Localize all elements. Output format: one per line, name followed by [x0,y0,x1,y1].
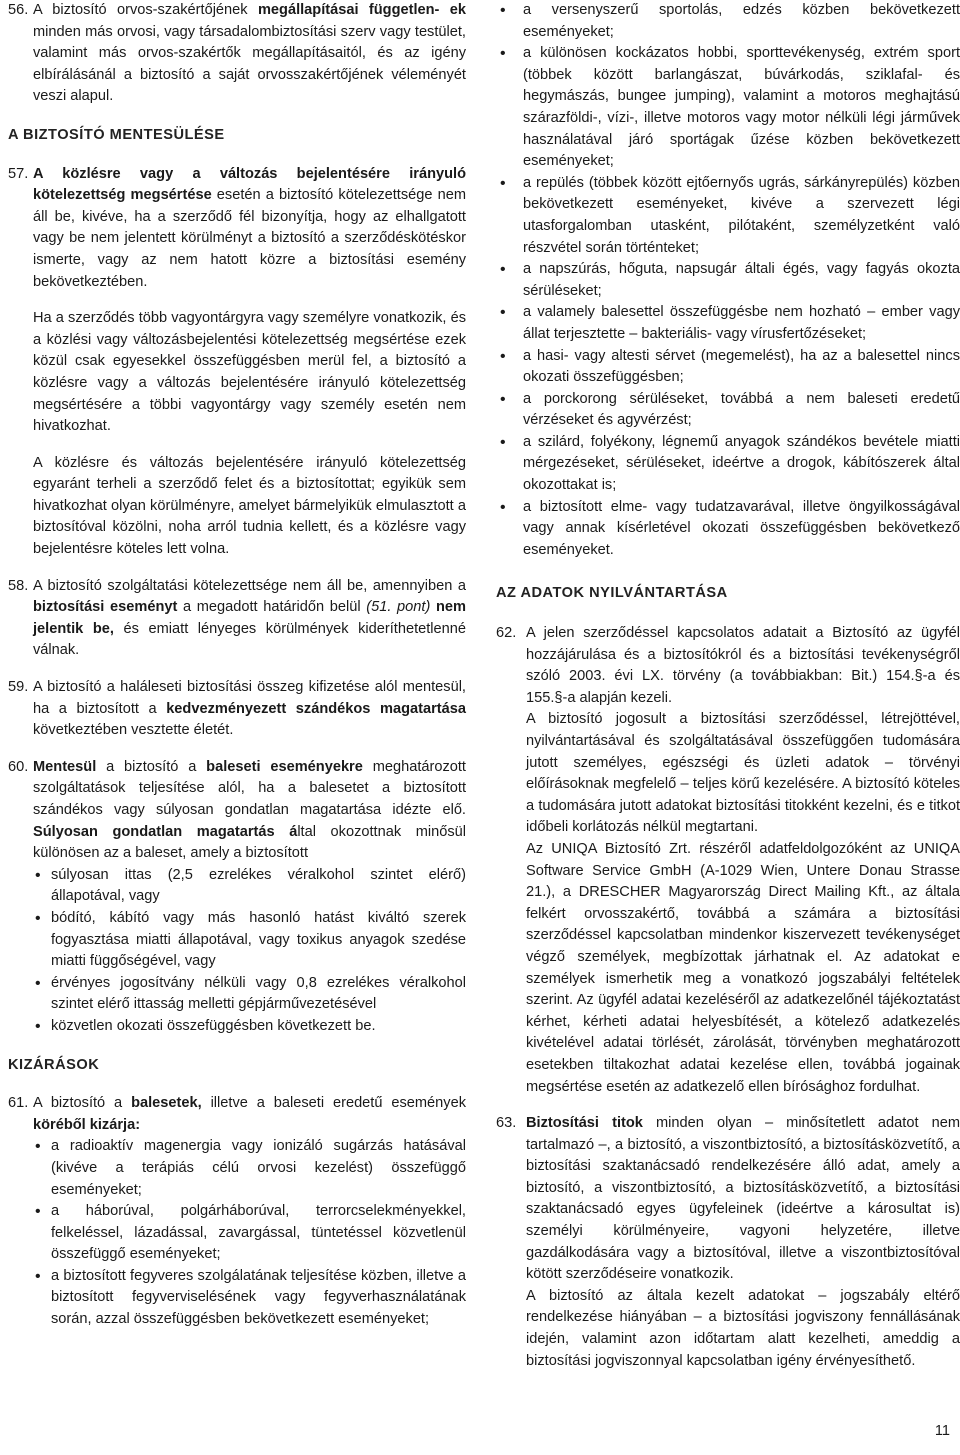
clause-paragraph: Az UNIQA Biztosító Zrt. részéről adatfeldolgozóként az UNIQA Software Service GmbH (A-1029 Wien, Untere Donau Strasse 21.), a DRESCHER Magyarország Direct Mailing Kft., az általa felkért orvosszakértő, továbbá a számára a biztosítási szerződéssel kapcsolatban mindenkor kiszervezett tevékenységet végző személyek, megbízottak járhatnak el. Az adatokat e személyek ismerhetik meg a vonatkozó jogszabályi feltételek szerint. Az ügyfél adatai kezeléséről az adatkezelőnél tájékoztatást kérhet, kérheti adatai helyesbítését, a kötelező adatkezelés kivételével adatai törlését, zárolását, törvényben meghatározott esetekben tiltakozhat adatai kezelése ellen, továbbá jogainak megsértése esetén az adatkezelő ellen bírósághoz fordulhat. [526,840,960,1095]
list-item: • a háborúval, polgárháborúval, terrorcselekményekkel, felkeléssel, lázadással, zavargással, tüntetéssel közvetlenül összefüggő eseményeket; [33,1201,466,1266]
clause-emphasis: Súlyosan gondatlan magatartás á [33,823,298,840]
list-item: • a versenyszerű sportolás, edzés közben bekövetkezett eseményeket; [496,0,960,43]
clause-56 [8,0,466,108]
list-item: • a repülés (többek között ejtőernyős ugrás, sárkányrepülés) közben bekövetkezett eseményeket, kivéve a szervezett légi utasforgalomban utasként, pilótaként, személyzetként való részvétel során történteket; [496,173,960,259]
right-column [496,0,960,1372]
clause-paragraph: A biztosító jogosult a biztosítási szerződéssel, létrejöttével, nyilvántartásával és szolgáltatásával összefüggően tudomására jutott személyes, egészségi és üzleti adatok – törvényi előírásoknak megfelelő – teljes körű kezelésére. A biztosító köteles a tudomására jutott adatokat biztosítási titokként kezelni, és e titkot időbeli korlátozás nélkül megtartani. [526,711,960,836]
clause-emphasis: A közlésre vagy a változás bejelentésére irányuló kötelezettség megsértése [33,165,466,204]
clause-62 [496,623,960,1098]
clause-text: minden más orvosi, vagy társadalombiztosítási szerv vagy testület, valamint más orvos-szakértők megállapításaitól, és az igény elbírálásánál a biztosító a saját orvosszakértőjének véleményét veszi alapul. [33,23,466,105]
clause-number: 62. [496,625,517,642]
clause-reference: (51. pont) [366,599,431,616]
clause-text: minden olyan – minősítetlett adatot nem tartalmazó –, a biztosító, a viszontbiztosító, a biztosításközvetítő, a biztosítási szaktanácsadó rendelkezésére álló adat, amely a biztosító, a viszontbiztosító, a biztosításközvetítő, a biztosítási szaktanácsadó egyes ügyfeleinek (ideértve a károsultat is) személyi körülményeire, vagyoni helyzetére, illetve gazdálkodására vagy a biztosítóval, illetve a viszontbiztosítóval kötött szerződéseire vonatkozik. [526,1115,960,1283]
clause-text: A biztosító a [33,1095,132,1112]
clause-text: illetve a baleseti eredetű események [201,1095,466,1112]
list-item: • a szilárd, folyékony, légnemű anyagok szándékos bevétele miatti mérgezéseket, sérüléseket, ideértve a drogok, kábítószerek által okozottakat is; [496,432,960,497]
clause-number: 57. [8,165,29,182]
left-column [8,0,466,1331]
clause-text: a megadott határidőn belül [177,599,367,616]
clause-text: ltal okozottnak minősül különösen az a baleset, amely a biztosított [33,823,466,862]
clause-emphasis: nem jelentik be, [33,599,466,637]
clause-text: a biztosító a [96,758,207,775]
clause-text: esetén a biztosító kötelezettsége nem áll be, kivéve, ha a szerződő fél bizonyítja, hogy az elhallgatott vagy be nem jelentett körülményt a biztosító a szerződéskötéskor ismerte, vagy az nem hatott közre a biztosítási esemény bekövetkeztében. [33,187,467,290]
clause-paragraph: A jelen szerződéssel kapcsolatos adatait a Biztosító az ügyfél hozzájárulása és a biztosítókról és a biztosítási tevékenységről szóló 2003. évi LX. törvény (a továbbiakban: Bit.) 154.§-a és 155.§-a alapján kezeli. [526,625,960,706]
list-item: • súlyosan ittas (2,5 ezrelékes véralkohol szintet elérő) állapotával, vagy [33,865,466,908]
clause-emphasis: biztosítási eseményt [33,599,178,616]
page-number: 11 [934,1423,950,1440]
list-item: • a hasi- vagy altesti sérvet (megemelést), ha az a balesettel nincs okozati összefüggésben; [496,346,960,389]
list-item: • bódító, kábító vagy más hasonló hatást kiváltó szerek fogyasztása miatti állapotával, vagy toxikus anyagok szedése miatti függőségével, vagy [33,908,466,973]
clause-text: A biztosító a haláleseti biztosítási összeg kifizetése alól mentesül, ha a biztosított a [33,679,466,717]
list-item: • a napszúrás, hőguta, napsugár általi égés, vagy fagyás okozta sérüléseket; [496,259,960,302]
list-item: • közvetlen okozati összefüggésben következett be. [33,1016,466,1038]
clause-emphasis: baleseti eseményekre [206,758,363,775]
clause-63 [496,1113,960,1372]
bullet-list [33,1136,466,1330]
clause-text: A biztosító szolgáltatási kötelezettsége nem áll be, amennyiben a [33,577,466,594]
clause-emphasis: balesetek, [131,1095,202,1112]
bullet-list [33,865,466,1038]
section-heading-mentesules: A BIZTOSÍTÓ MENTESÜLÉSE [8,126,225,143]
section-heading-adatok: AZ ADATOK NYILVÁNTARTÁSA [496,585,728,602]
list-item: • a porckorong sérüléseket, továbbá a nem baleseti eredetű vérzéseket és agyvérzést; [496,389,960,432]
clause-60 [8,757,466,1038]
list-item: • a radioaktív magenergia vagy ionizáló sugárzás hatásával (kivéve a terápiás célú orvosi kezelést) összefüggő eseményeket; [33,1136,466,1201]
list-item: • érvényes jogosítvány nélküli vagy 0,8 ezrelékes véralkohol szintet elérő ittasság melletti gépjárművezetésével [33,973,466,1016]
clause-number: 56. [8,2,29,18]
clause-text: következtében vesztette életét. [33,722,234,739]
clause-text: A biztosító orvos-szakértőjének [33,2,258,18]
clause-number: 59. [8,679,29,696]
clause-paragraph: A közlésre és változás bejelentésére irányuló kötelezettség egyaránt terheli a szerződő felet és a biztosítottat; egyikük sem hivatkozhat olyan körülményre, amelyet bármelyikük elmulasztott a biztosítóval közölni, noha arról tudnia kellett, és a közlésre vagy bejelentésre köteles lett volna. [33,454,466,558]
section-heading-kizarasok: KIZÁRÁSOK [8,1056,100,1073]
clause-number: 61. [8,1095,29,1112]
clause-59 [8,677,466,742]
clause-emphasis: megállapításai független- ek [257,2,467,18]
clause-paragraph: Ha a szerződés több vagyontárgyra vagy személyre vonatkozik, és a közlési vagy változásbejelentési kötelezettség megsértése ezek közül csak egyesekkel összefüggésben merül fel, a biztosító a közlésre vagy a változás bejelentésére irányuló kötelezettség megsértésére a többi vagyontárgy vagy személy esetén nem hivatkozhat. [33,310,466,435]
clause-number: 58. [8,577,29,594]
clause-paragraph: A biztosító az általa kezelt adatokat – jogszabály eltérő rendelkezése hiányában – a biztosítási jogviszony fennállásának idején, valamint azon időtartam alatt kezelheti, ameddig a biztosítási jogviszonnyal kapcsolatban igény érvényesíthető. [526,1287,960,1369]
clause-58 [8,576,466,662]
clause-emphasis: Mentesül [33,758,97,775]
clause-number: 60. [8,758,29,775]
list-item: • a biztosított elme- vagy tudatzavarával, illetve öngyilkosságával vagy annak kísérletével okozati összefüggésben bekövetkező eseményeket. [496,497,960,562]
clause-emphasis: Biztosítási titok [526,1115,643,1132]
clause-emphasis: köréből kizárja: [33,1116,141,1133]
list-item: • a valamely balesettel összefüggésbe nem hozható – ember vagy állat terjesztette – bakteriális- vagy vírusfertőzéseket; [496,302,960,345]
clause-text: meghatározott szolgáltatások teljesítése alól, ha a balesetet a biztosított szándékos vagy súlyosan gondatlan magatartása idézte elő. [33,758,466,818]
bullet-list [496,0,960,561]
clause-61 [8,1093,466,1331]
clause-text: és emiatt lényeges körülmények kideríthetetlenné válnak. [33,620,467,659]
list-item: • a különösen kockázatos hobbi, sporttevékenység, extrém sport (többek között barlangászat, búvárkodás, sziklafal- és hegymászás, bungee jumping), valamint a motoros meghajtású szárazföldi-, vízi-, illetve motoros vagy motor nélküli légi járművek használatával járó sportágak űzése közben bekövetkezett eseményeket; [496,43,960,173]
clause-emphasis: kedvezményezett szándékos magatartása [166,700,466,717]
list-item: • a biztosított fegyveres szolgálatának teljesítése közben, illetve a biztosított fegyverviselésének vagy fegyverhasználatának során, azzal összefüggésben bekövetkezett eseményeket; [33,1266,466,1331]
clause-57 [8,164,466,561]
clause-number: 63. [496,1115,517,1132]
